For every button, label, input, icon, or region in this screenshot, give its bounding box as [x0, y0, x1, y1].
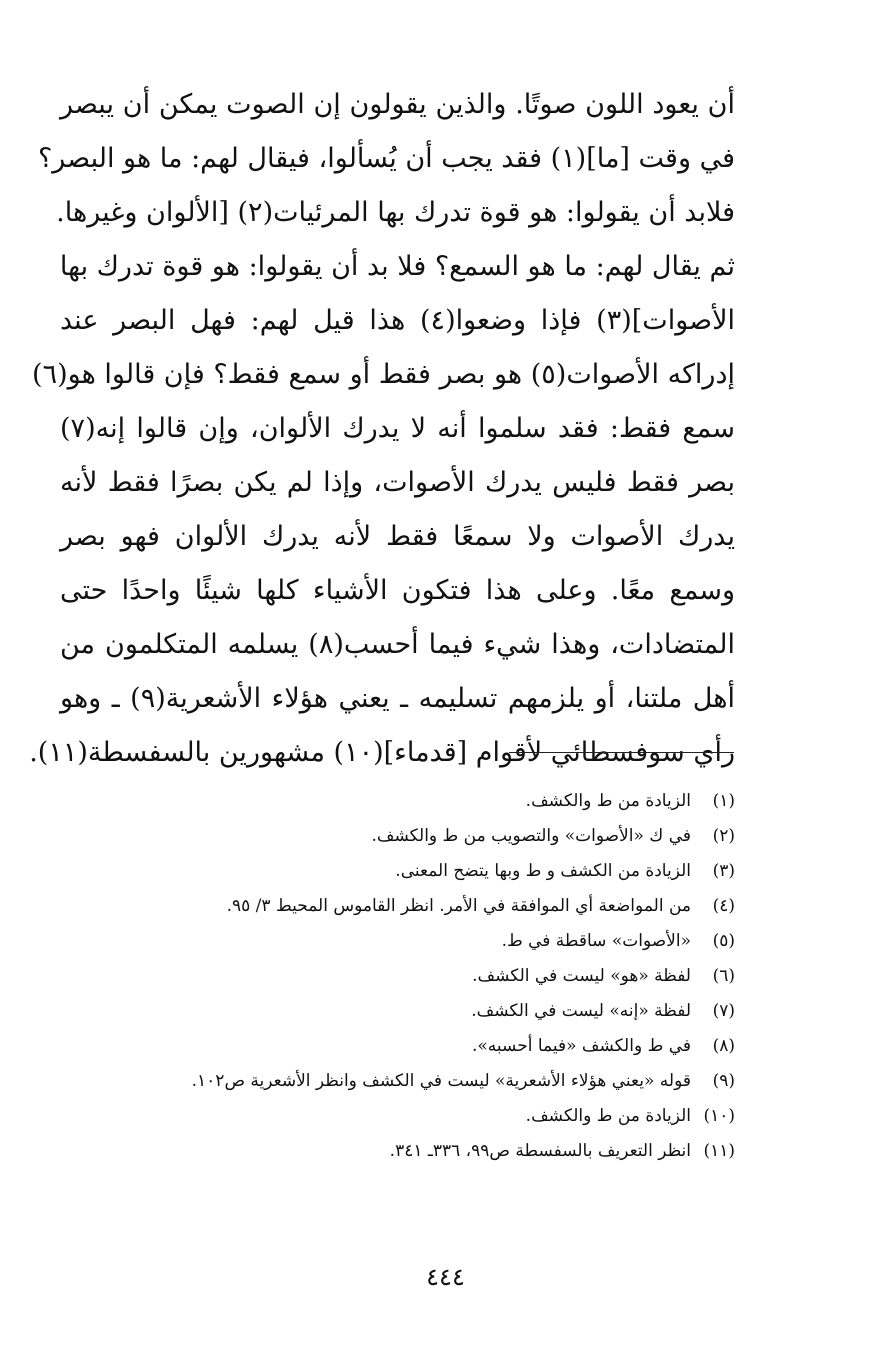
footnote-number: (١١) [703, 1141, 735, 1161]
footnote-item [60, 784, 735, 819]
footnote-item [60, 854, 735, 889]
footnotes [60, 784, 735, 1169]
text-line: الأصوات](٣) فإذا وضعوا(٤) هذا قيل لهم: فهل البصر عند [60, 305, 735, 336]
footnote-number: (٩) [712, 1071, 735, 1091]
text-line: فلابد أن يقولوا: هو قوة تدرك بها المرئيات(٢) [الألوان وغيرها. [56, 197, 735, 228]
footnote-text: الزيادة من ط والكشف. [525, 1106, 691, 1126]
footnote-item [60, 1029, 735, 1064]
footnote-text: لفظة «إنه» ليست في الكشف. [471, 1001, 691, 1021]
footnote-item [60, 819, 735, 854]
footnote-text: الزيادة من ط والكشف. [525, 791, 691, 811]
text-line: أهل ملتنا، أو يلزمهم تسليمه ـ يعني هؤلاء الأشعرية(٩) ـ وهو [60, 683, 735, 714]
footnote-separator [509, 752, 734, 753]
text-line: أن يعود اللون صوتًا. والذين يقولون إن الصوت يمكن أن يبصر [60, 89, 735, 120]
footnote-text: الزيادة من الكشف و ط وبها يتضح المعنى. [395, 861, 691, 881]
text-line: بصر فقط فليس يدرك الأصوات، وإذا لم يكن بصرًا فقط لأنه [60, 467, 735, 498]
footnote-number: (٧) [712, 1001, 735, 1021]
footnote-item [60, 924, 735, 959]
footnote-number: (٢) [712, 826, 735, 846]
footnote-number: (٤) [712, 896, 735, 916]
footnote-item [60, 889, 735, 924]
footnote-text: في ك «الأصوات» والتصويب من ط والكشف. [371, 826, 691, 846]
footnote-number: (١) [712, 791, 735, 811]
footnote-number: (١٠) [703, 1106, 735, 1126]
text-line: ثم يقال لهم: ما هو السمع؟ فلا بد أن يقولوا: هو قوة تدرك بها [59, 251, 735, 282]
footnote-number: (٣) [712, 861, 735, 881]
footnote-item [60, 1099, 735, 1134]
footnote-text: «الأصوات» ساقطة في ط. [501, 931, 691, 951]
text-line: سمع فقط: فقد سلموا أنه لا يدرك الألوان، وإن قالوا إنه(٧) [60, 413, 735, 444]
footnote-number: (٨) [712, 1036, 735, 1056]
footnote-text: انظر التعريف بالسفسطة ص٩٩، ٣٣٦ـ ٣٤١. [389, 1141, 691, 1161]
footnote-text: في ط والكشف «فيما أحسبه». [471, 1036, 691, 1056]
footnote-number: (٦) [712, 966, 735, 986]
footnote-item [60, 959, 735, 994]
main-text [29, 78, 735, 780]
text-line: المتضادات، وهذا شيء فيما أحسب(٨) يسلمه المتكلمون من [60, 629, 735, 660]
text-line: إدراكه الأصوات(٥) هو بصر فقط أو سمع فقط؟ فإن قالوا هو(٦) [32, 359, 735, 390]
footnote-text: قوله «يعني هؤلاء الأشعرية» ليست في الكشف وانظر الأشعرية ص١٠٢. [191, 1071, 691, 1091]
footnote-number: (٥) [712, 931, 735, 951]
footnote-text: لفظة «هو» ليست في الكشف. [472, 966, 691, 986]
footnote-item [60, 1134, 735, 1169]
text-line: رأي سوفسطائي لأقوام [قدماء](١٠) مشهورين بالسفسطة(١١). [29, 737, 735, 768]
footnote-item [60, 1064, 735, 1099]
text-line: وسمع معًا. وعلى هذا فتكون الأشياء كلها شيئًا واحدًا حتى [60, 575, 735, 606]
text-line: في وقت [ما](١) فقد يجب أن يُسألوا، فيقال لهم: ما هو البصر؟ [37, 143, 735, 174]
footnote-text: من المواضعة أي الموافقة في الأمر. انظر القاموس المحيط ٣/ ٩٥. [226, 896, 691, 916]
footnote-item [60, 994, 735, 1029]
text-line: يدرك الأصوات ولا سمعًا فقط لأنه يدرك الألوان فهو بصر [60, 521, 735, 552]
page-number: ٤٤٤ [426, 1263, 465, 1291]
